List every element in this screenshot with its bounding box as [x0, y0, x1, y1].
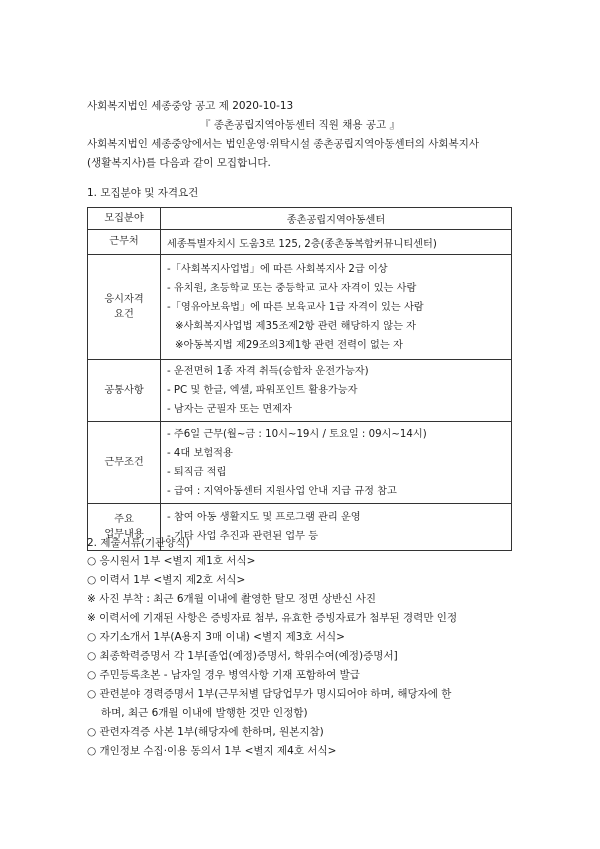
intro-line-2: (생활복지사)를 다음과 같이 모집합니다. — [87, 157, 271, 169]
document-item: ○ 개인정보 수집·이용 동의서 1부 <별지 제4호 서식> — [87, 745, 337, 757]
list-item: - 4대 보험적용 — [167, 447, 233, 459]
workplace-value: 세종특별자치시 도움3로 125, 2층(종촌동복합커뮤니티센터) — [161, 230, 512, 255]
section2-title: 2. 제출서류(기관양식) — [87, 537, 190, 549]
qualification-label-line: 응시자격 — [104, 293, 144, 305]
conditions-label: 근무조건 — [88, 422, 161, 504]
common-label: 공통사항 — [88, 360, 161, 422]
document-item: ○ 관련분야 경력증명서 1부(근무처별 담당업무가 명시되어야 하며, 해당자에 한 — [87, 688, 452, 700]
table-row — [88, 208, 512, 230]
qualification-content — [161, 255, 512, 360]
header-value: 종촌공립지역아동센터 — [161, 208, 512, 230]
qualification-label — [88, 255, 161, 360]
section1-title: 1. 모집분야 및 자격요건 — [87, 187, 199, 199]
duties-label-line: 주요 — [114, 513, 134, 525]
table-row — [88, 422, 512, 504]
common-content — [161, 360, 512, 422]
qualification-label-line: 요건 — [114, 309, 134, 320]
list-item: -「영유아보육법」에 따른 보육교사 1급 자격이 있는 사람 — [167, 301, 424, 313]
document-item: ※ 사진 부착 : 최근 6개월 이내에 촬영한 탈모 정면 상반신 사진 — [87, 593, 377, 605]
list-item: -「사회복지사업법」에 따른 사회복지사 2급 이상 — [167, 263, 388, 275]
notice-title: 『 종촌공립지역아동센터 직원 채용 공고 』 — [200, 119, 400, 131]
document-item: ○ 주민등록초본 - 남자일 경우 병역사항 기재 포함하여 발급 — [87, 669, 360, 681]
table-row — [88, 230, 512, 255]
requirements-table — [87, 207, 512, 551]
list-item: ※아동복지법 제29조의3제1항 관련 전력이 없는 자 — [175, 339, 403, 351]
list-item: - 기타 사업 추진과 관련된 업무 등 — [167, 531, 319, 542]
list-item: - 남자는 군필자 또는 면제자 — [167, 404, 292, 415]
duties-label-line: 업무내용 — [104, 529, 144, 540]
list-item: - PC 및 한글, 엑셀, 파워포인트 활용가능자 — [167, 385, 358, 396]
conditions-content — [161, 422, 512, 504]
table-row — [88, 255, 512, 360]
header-label: 모집분야 — [88, 208, 161, 230]
document-item: ○ 관련자격증 사본 1부(해당자에 한하며, 원본지참) — [87, 726, 324, 738]
document-item: ○ 자기소개서 1부(A용지 3매 이내) <별지 제3호 서식> — [87, 631, 345, 643]
document-item: ※ 이력서에 기재된 사항은 증빙자료 첨부, 유효한 증빙자료가 첨부된 경력만 인정 — [87, 612, 458, 624]
document-item: ○ 응시원서 1부 <별지 제1호 서식> — [87, 555, 256, 567]
workplace-label: 근무처 — [88, 230, 161, 255]
list-item: - 참여 아동 생활지도 및 프로그램 관리 운영 — [167, 512, 361, 523]
table-row — [88, 360, 512, 422]
document-item: ○ 최종학력증명서 각 1부[졸업(예정)증명서, 학위수여(예정)증명서] — [87, 650, 398, 662]
intro-line-1: 사회복지법인 세종중앙에서는 법인운영·위탁시설 종촌공립지역아동센터의 사회복지사 — [87, 138, 479, 150]
list-item: - 주6일 근무(월~금 : 10시~19시 / 토요일 : 09시~14시) — [167, 428, 427, 440]
list-item: - 운전면허 1종 자격 취득(승합차 운전가능자) — [167, 366, 369, 377]
document-item: ○ 이력서 1부 <별지 제2호 서식> — [87, 574, 246, 586]
document-item-continued: 하며, 최근 6개월 이내에 발행한 것만 인정함) — [101, 707, 308, 719]
notice-number: 사회복지법인 세종중앙 공고 제 2020-10-13 — [87, 100, 294, 112]
duties-content — [161, 504, 512, 551]
list-item: - 급여 : 지역아동센터 지원사업 안내 지급 규정 참고 — [167, 485, 397, 497]
list-item: - 유치원, 초등학교 또는 중등학교 교사 자격이 있는 사람 — [167, 282, 417, 294]
list-item: - 퇴직금 적립 — [167, 466, 227, 478]
list-item: ※사회복지사업법 제35조제2항 관련 해당하지 않는 자 — [175, 320, 416, 332]
